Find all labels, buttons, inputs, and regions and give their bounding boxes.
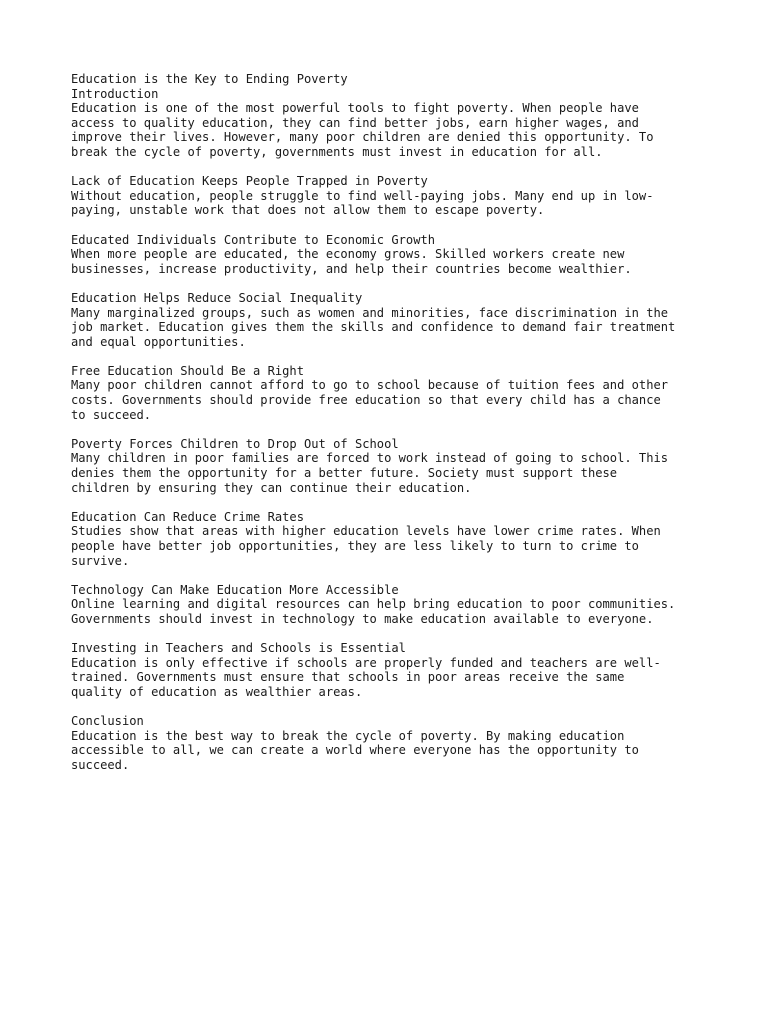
- section-heading: Poverty Forces Children to Drop Out of School: [71, 436, 399, 451]
- paragraph-line: accessible to all, we can create a world where everyone has the opportunity to: [71, 743, 639, 758]
- paragraph-line: job market. Education gives them the skills and confidence to demand fair treatment: [71, 320, 676, 335]
- paragraph-line: succeed.: [71, 757, 130, 772]
- paragraph-line: access to quality education, they can find better jobs, earn higher wages, and: [71, 115, 639, 130]
- document-body: [71, 72, 711, 773]
- paragraph-line: people have better job opportunities, they are less likely to turn to crime to: [71, 539, 639, 553]
- section-conclusion: [71, 714, 711, 772]
- paragraph-line: Studies show that areas with higher education levels have lower crime rates. When: [71, 524, 661, 539]
- paragraph-line: to succeed.: [71, 407, 152, 422]
- document-title: Education is the Key to Ending Poverty: [71, 72, 348, 86]
- paragraph-line: improve their lives. However, many poor children are denied this opportunity. To: [71, 130, 654, 145]
- paragraph-line: Many poor children cannot afford to go to school because of tuition fees and other: [71, 378, 669, 393]
- paragraph-gap: [71, 495, 711, 510]
- paragraph-line: break the cycle of poverty, governments must invest in education for all.: [71, 144, 603, 159]
- paragraph-line: Many children in poor families are forced to work instead of going to school. This: [71, 451, 669, 466]
- section-heading: Conclusion: [71, 714, 144, 729]
- section-economic-growth: [71, 233, 711, 277]
- paragraph-line: paying, unstable work that does not allow them to escape poverty.: [71, 203, 545, 218]
- paragraph-line: costs. Governments should provide free education so that every child has a chance: [71, 393, 661, 408]
- paragraph-line: quality of education as wealthier areas.: [71, 684, 363, 699]
- paragraph-line: and equal opportunities.: [71, 334, 246, 349]
- section-technology: [71, 583, 711, 627]
- section-social-inequality: [71, 291, 711, 349]
- paragraph-gap: [71, 422, 711, 437]
- section-drop-out: [71, 437, 711, 495]
- paragraph-gap: [71, 276, 711, 291]
- section-heading: Education Can Reduce Crime Rates: [71, 509, 304, 524]
- section-heading: Lack of Education Keeps People Trapped in Poverty: [71, 174, 428, 189]
- paragraph-line: Governments should invest in technology to make education available to everyone.: [71, 611, 654, 626]
- paragraph-gap: [71, 160, 711, 175]
- paragraph-line: denies them the opportunity for a better future. Society must support these: [71, 466, 618, 481]
- section-free-education: [71, 364, 711, 422]
- paragraph-gap: [71, 568, 711, 583]
- section-introduction: [71, 87, 711, 160]
- section-heading: Free Education Should Be a Right: [71, 363, 304, 378]
- section-heading: Introduction: [71, 86, 159, 101]
- paragraph-gap: [71, 627, 711, 642]
- section-heading: Educated Individuals Contribute to Economic Growth: [71, 232, 436, 247]
- section-crime-rates: [71, 510, 711, 568]
- paragraph-line: When more people are educated, the economy grows. Skilled workers create new: [71, 247, 625, 262]
- section-heading: Technology Can Make Education More Accessible: [71, 582, 399, 597]
- paragraph-line: Without education, people struggle to find well-paying jobs. Many end up in low-: [71, 188, 654, 203]
- paragraph-gap: [71, 349, 711, 364]
- paragraph-line: children by ensuring they can continue their education.: [71, 480, 472, 495]
- section-heading: Investing in Teachers and Schools is Essential: [71, 641, 406, 656]
- section-heading: Education Helps Reduce Social Inequality: [71, 290, 363, 305]
- paragraph-line: Many marginalized groups, such as women and minorities, face discrimination in the: [71, 305, 669, 320]
- paragraph-gap: [71, 218, 711, 233]
- paragraph-line: trained. Governments must ensure that schools in poor areas receive the same: [71, 670, 625, 685]
- section-teachers-schools: [71, 641, 711, 699]
- section-lack-of-education: [71, 174, 711, 218]
- paragraph-line: Online learning and digital resources can help bring education to poor communities.: [71, 597, 676, 612]
- paragraph-gap: [71, 700, 711, 715]
- paragraph-line: Education is one of the most powerful tools to fight poverty. When people have: [71, 101, 639, 116]
- paragraph-line: businesses, increase productivity, and help their countries become wealthier.: [71, 261, 632, 276]
- paragraph-line: Education is the best way to break the cycle of poverty. By making education: [71, 728, 625, 743]
- paragraph-line: survive.: [71, 553, 130, 568]
- paragraph-line: Education is only effective if schools are properly funded and teachers are well-: [71, 655, 661, 670]
